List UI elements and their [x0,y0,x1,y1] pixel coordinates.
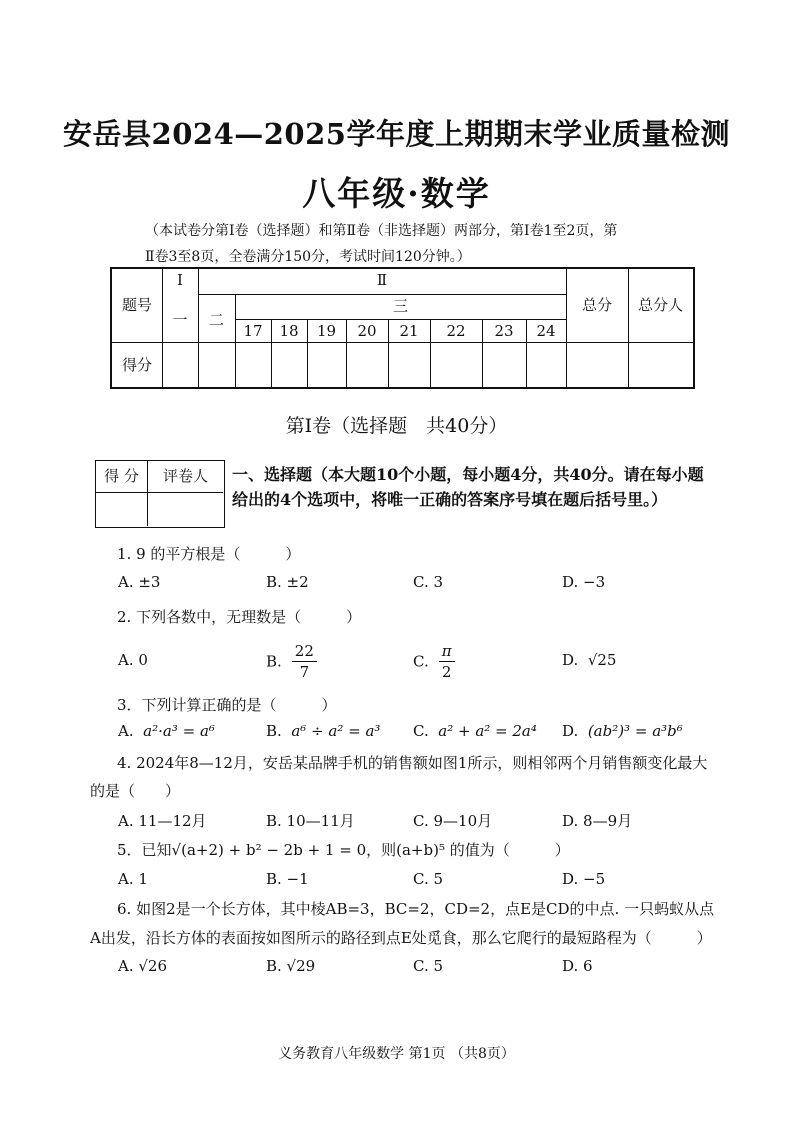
option-b-expression: a⁶ ÷ a² = a³ [291,722,381,740]
grader-name-label: 评卷人 [162,467,208,485]
question-2-option-b [266,641,317,682]
grader-score-label: 得 分 [104,467,139,485]
question-6-option-c: C. 5 [413,957,444,975]
option-a-expression: a²·a³ = a⁶ [143,722,215,740]
question-18-header: 18 [279,322,299,340]
question-4-stem-line-2: 的是（ ） [90,782,181,800]
question-1-option-d: D. −3 [562,573,606,591]
question-5-option-d: D. −5 [562,870,606,888]
question-6-stem-line-2: A出发，沿长方体的表面按如图所示的路径到点E处觅食，那么它爬行的最短路程为（ ） [90,929,712,947]
part-2-header: Ⅱ [376,271,388,289]
question-2-option-c [413,641,455,682]
exam-title: 安岳县2024—2025学年度上期期末学业质量检测 [63,117,730,151]
question-20-header: 20 [357,322,377,340]
option-b-label: B. [266,722,282,740]
question-4-option-b: B. 10—11月 [266,812,355,830]
question-6-option-d: D. 6 [562,957,593,975]
score-label: 得分 [121,356,152,374]
fraction-denominator: 7 [299,663,310,681]
question-4-option-a: A. 11—12月 [118,812,207,830]
question-19-header: 19 [316,322,337,340]
option-c-expression: a² + a² = 2a⁴ [438,722,537,740]
question-1-stem: 1. 9 的平方根是（ ） [117,545,301,563]
option-d-label: D. [562,722,579,740]
option-c-label: C. [413,722,429,740]
question-6-stem-line-1: 6. 如图2是一个长方体，其中棱AB=3，BC=2，CD=2，点E是CD的中点. 一只蚂蚁从点 [117,900,715,918]
question-3-option-c [413,722,537,740]
option-d-expression: (ab²)³ = a³b⁶ [587,722,683,740]
question-3-stem: 3．下列计算正确的是（ ） [117,696,337,714]
question-23-header: 23 [494,322,514,340]
sqrt-25: √25 [587,651,617,669]
question-21-header: 21 [399,322,419,340]
exam-note-line-2: Ⅱ卷3至8页，全卷满分150分，考试时间120分钟。） [145,249,471,265]
question-4-option-d: D. 8—9月 [562,812,633,830]
fraction-denominator: 2 [441,663,452,681]
question-5-option-b: B. −1 [266,870,309,888]
option-a-label: A. [118,722,134,740]
option-b-label: B. [266,652,282,671]
section-instruction: 一、选择题（本大题10个小题，每小题4分，共40分。请在每小题给出的4个选项中，将唯一正确的答案序号填在题后括号里。） [232,465,704,509]
question-2-stem: 2. 下列各数中，无理数是（ ） [117,608,362,626]
question-5-stem: 5．已知√(a+2) + b² − 2b + 1 = 0，则(a+b)⁵ 的值为（ ） [117,841,570,859]
fraction-numerator: 22 [292,641,317,662]
section-2-header: 二 [208,311,224,329]
section-1-header: 一 [172,311,188,329]
question-4-stem-line-1: 4. 2024年8—12月，安岳某品牌手机的销售额如图1所示，则相邻两个月销售额变化最大 [117,754,708,772]
question-24-header: 24 [536,322,556,340]
question-22-header: 22 [446,322,466,340]
question-6-option-b: B. √29 [266,957,316,975]
total-score-header: 总分 [581,296,612,314]
question-1-option-c: C. 3 [413,573,444,591]
fraction-pi-over-2 [439,641,455,682]
page-footer: 义务教育八年级数学 第1页 （共8页） [278,1046,515,1062]
option-d-label: D. [562,651,579,669]
question-5-option-c: C. 5 [413,870,444,888]
fraction-22-over-7 [292,641,317,682]
part-1-header: Ⅰ [177,271,183,289]
question-3-option-d [562,722,683,740]
exam-note-line-1: （本试卷分第Ⅰ卷（选择题）和第Ⅱ卷（非选择题）两部分，第Ⅰ卷1至2页，第 [145,223,618,239]
fraction-numerator: π [439,641,455,662]
question-number-label: 题号 [121,296,152,314]
section-3-header: 三 [392,297,408,315]
question-1-option-b: B. ±2 [266,573,309,591]
section-title: 第Ⅰ卷（选择题 共40分） [285,415,508,437]
question-2-option-d [562,651,616,669]
question-3-option-b [266,722,380,740]
score-table [110,267,695,389]
question-5-option-a: A. 1 [118,870,148,888]
grader-box [95,460,225,528]
option-c-label: C. [413,652,429,671]
question-17-header: 17 [243,322,263,340]
exam-subject: 八年级·数学 [302,174,491,213]
totaler-header: 总分人 [637,296,683,314]
question-2-option-a: A. 0 [118,651,148,669]
question-4-option-c: C. 9—10月 [413,812,493,830]
question-3-option-a [118,722,215,740]
question-1-option-a: A. ±3 [118,573,161,591]
question-6-option-a: A. √26 [118,957,168,975]
